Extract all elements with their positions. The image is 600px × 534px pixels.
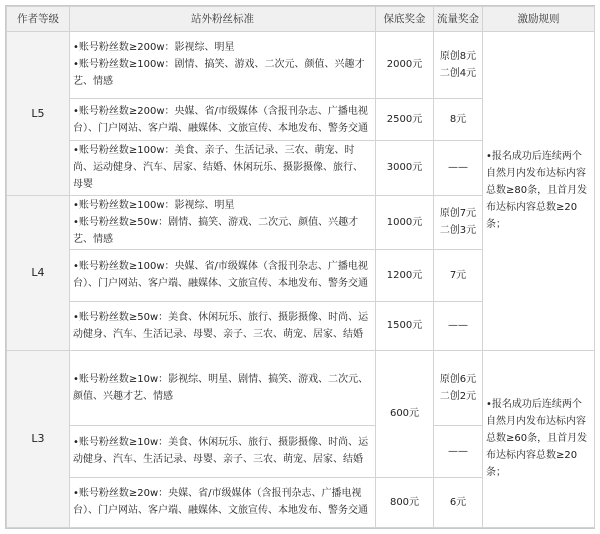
base-bonus: 1200元 bbox=[376, 249, 434, 301]
flow-bonus bbox=[434, 350, 483, 425]
flow-bonus bbox=[434, 32, 483, 99]
flow-bonus: 7元 bbox=[434, 249, 483, 301]
standard-cell: •账号粉丝数≥50w：美食、休闲玩乐、旅行、摄影摄像、时尚、运动健身、汽车、生活记录、母婴、亲子、三农、萌宠、居家、结婚 bbox=[70, 301, 376, 350]
flow-bonus: —— bbox=[434, 141, 483, 195]
standard-cell: •账号粉丝数≥100w：央媒、省/市级媒体（含报刊杂志、广播电视台）、门户网站、客户端、融媒体、文旅宣传、本地发布、警务交通 bbox=[70, 249, 376, 301]
header-rules: 激励规则 bbox=[483, 7, 595, 32]
flow-bonus bbox=[434, 195, 483, 249]
flow-original: 原创7元 bbox=[439, 208, 477, 220]
flow-original: 原创8元 bbox=[439, 50, 477, 62]
header-standard: 站外粉丝标准 bbox=[70, 7, 376, 32]
base-bonus: 1500元 bbox=[376, 301, 434, 350]
standard-line: •账号粉丝数≥100w：影视综、明星 bbox=[73, 199, 235, 211]
standard-cell: •账号粉丝数≥10w：影视综、明星、剧情、搞笑、游戏、二次元、颜值、兴趣才艺、情感 bbox=[70, 350, 376, 425]
rule-lower: •报名成功后连续两个自然月内发布达标内容总数≥60条，且首月发布达标内容总数≥20条； bbox=[483, 350, 595, 527]
standard-cell: •账号粉丝数≥200w：央媒、省/市级媒体（含报刊杂志、广播电视台）、门户网站、客户端、融媒体、文旅宣传、本地发布、警务交通 bbox=[70, 98, 376, 141]
base-bonus: 2500元 bbox=[376, 98, 434, 141]
table-row bbox=[7, 32, 595, 99]
flow-derivative: 二创3元 bbox=[439, 225, 477, 237]
header-level: 作者等级 bbox=[7, 7, 70, 32]
incentive-table bbox=[6, 6, 595, 528]
base-bonus: 2000元 bbox=[376, 32, 434, 99]
flow-bonus: —— bbox=[434, 301, 483, 350]
level-l4: L4 bbox=[7, 195, 70, 350]
standard-cell: •账号粉丝数≥100w：美食、亲子、生活记录、三农、萌宠、时尚、运动健身、汽车、居家、结婚、休闲玩乐、摄影摄像、旅行、母婴 bbox=[70, 141, 376, 195]
standard-cell: •账号粉丝数≥20w：央媒、省/市级媒体（含报刊杂志、广播电视台）、门户网站、客户端、融媒体、文旅宣传、本地发布、警务交通 bbox=[70, 477, 376, 527]
flow-original: 原创6元 bbox=[439, 373, 477, 385]
base-bonus: 800元 bbox=[376, 477, 434, 527]
flow-derivative: 二创4元 bbox=[439, 67, 477, 79]
level-l5: L5 bbox=[7, 32, 70, 196]
standard-cell: •账号粉丝数≥10w：美食、休闲玩乐、旅行、摄影摄像、时尚、运动健身、汽车、生活记录、母婴、亲子、三农、萌宠、居家、结婚 bbox=[70, 425, 376, 477]
standard-cell bbox=[70, 32, 376, 99]
incentive-table-frame bbox=[5, 5, 595, 529]
standard-line: •账号粉丝数≥200w：影视综、明星 bbox=[73, 42, 235, 54]
header-flow-bonus: 流量奖金 bbox=[434, 7, 483, 32]
rule-upper: •报名成功后连续两个自然月内发布达标内容总数≥80条，且首月发布达标内容总数≥20条； bbox=[483, 32, 595, 351]
flow-derivative: 二创2元 bbox=[439, 390, 477, 402]
base-bonus: 1000元 bbox=[376, 195, 434, 249]
table-row bbox=[7, 350, 595, 425]
base-bonus-shared: 600元 bbox=[376, 350, 434, 477]
header-row bbox=[7, 7, 595, 32]
flow-bonus: 6元 bbox=[434, 477, 483, 527]
standard-line: •账号粉丝数≥50w：剧情、搞笑、游戏、二次元、颜值、兴趣才艺、情感 bbox=[73, 216, 359, 245]
flow-bonus: 8元 bbox=[434, 98, 483, 141]
standard-cell bbox=[70, 195, 376, 249]
header-base-bonus: 保底奖金 bbox=[376, 7, 434, 32]
base-bonus: 3000元 bbox=[376, 141, 434, 195]
standard-line: •账号粉丝数≥100w：剧情、搞笑、游戏、二次元、颜值、兴趣才艺、情感 bbox=[73, 59, 365, 88]
level-l3: L3 bbox=[7, 350, 70, 527]
flow-bonus: —— bbox=[434, 425, 483, 477]
